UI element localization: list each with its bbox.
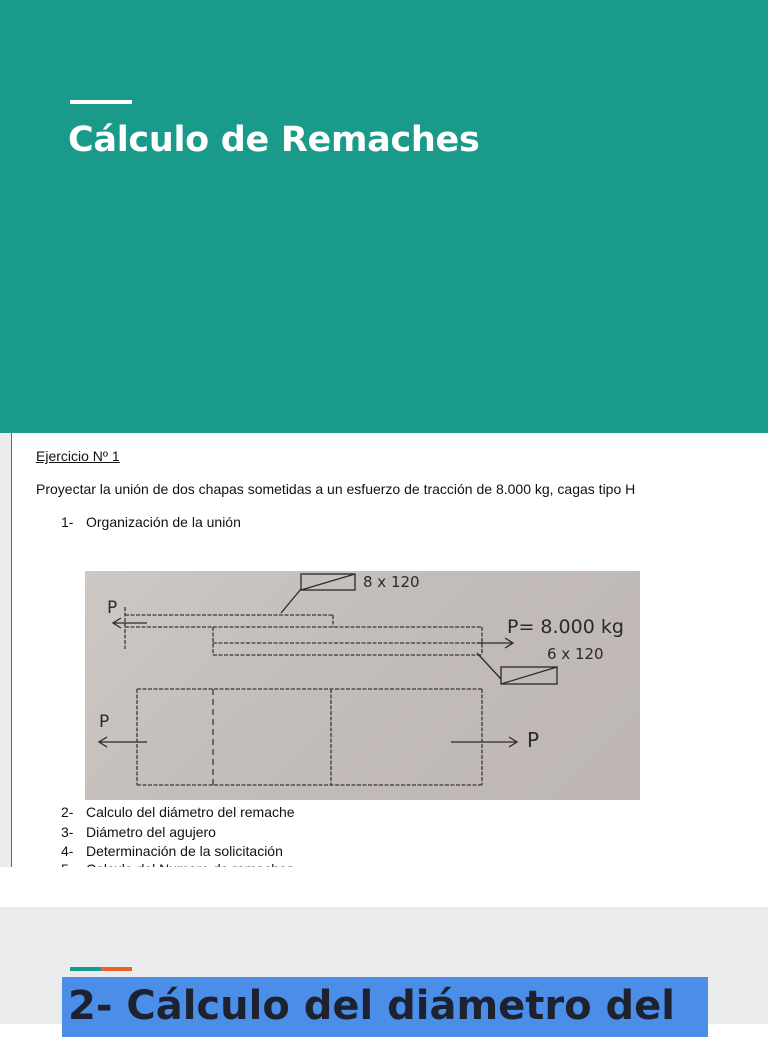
- title-accent-rule: [70, 100, 132, 104]
- step-label: Determinación de la solicitación: [86, 843, 283, 859]
- slide-2-title-highlight: [62, 977, 708, 1037]
- slide-separator: [0, 867, 768, 907]
- step-label: Diámetro del agujero: [86, 824, 216, 840]
- step-number: 2-: [61, 804, 74, 820]
- step-item-4: [61, 843, 283, 859]
- margin-line: [11, 433, 12, 867]
- exercise-statement: Proyectar la unión de dos chapas sometidas a un esfuerzo de tracción de 8.000 kg, cagas tipo H: [36, 481, 636, 497]
- document-page: [0, 433, 768, 867]
- step-number: 4-: [61, 843, 74, 859]
- label-plate-bottom: 6 x 120: [547, 645, 604, 663]
- slide-title: Cálculo de Remaches: [68, 120, 480, 160]
- step-item-2: [61, 804, 295, 820]
- slide-header: [0, 0, 768, 433]
- exercise-heading: Ejercicio Nº 1: [36, 448, 120, 464]
- step-number: 1-: [61, 514, 74, 530]
- section-box-bottom-diagonal: [501, 667, 557, 684]
- slide-2-title: 2- Cálculo del diámetro del: [68, 983, 675, 1029]
- label-p-top-left: P: [107, 598, 118, 618]
- step-item-1: [61, 514, 241, 530]
- slide-2: [0, 907, 768, 1029]
- step-label: Calculo del diámetro del remache: [86, 804, 295, 820]
- label-load: P= 8.000 kg: [507, 616, 624, 638]
- upper-plate-leader: [281, 589, 301, 613]
- label-plate-top: 8 x 120: [363, 573, 420, 591]
- riveted-joint-sketch-photo: [85, 571, 640, 800]
- page-gutter: [0, 433, 11, 867]
- title-accent-rule-teal: [70, 967, 101, 971]
- label-p-plan-left: P: [99, 712, 110, 732]
- label-p-plan-right: P: [527, 728, 540, 752]
- step-number: 3-: [61, 824, 74, 840]
- step-item-3: [61, 824, 216, 840]
- step-label: Organización de la unión: [86, 514, 241, 530]
- section-box-top-diagonal: [301, 574, 355, 590]
- joint-drawing: [85, 571, 640, 800]
- title-accent-rule-orange: [101, 967, 132, 971]
- lower-plate-leader: [477, 653, 501, 679]
